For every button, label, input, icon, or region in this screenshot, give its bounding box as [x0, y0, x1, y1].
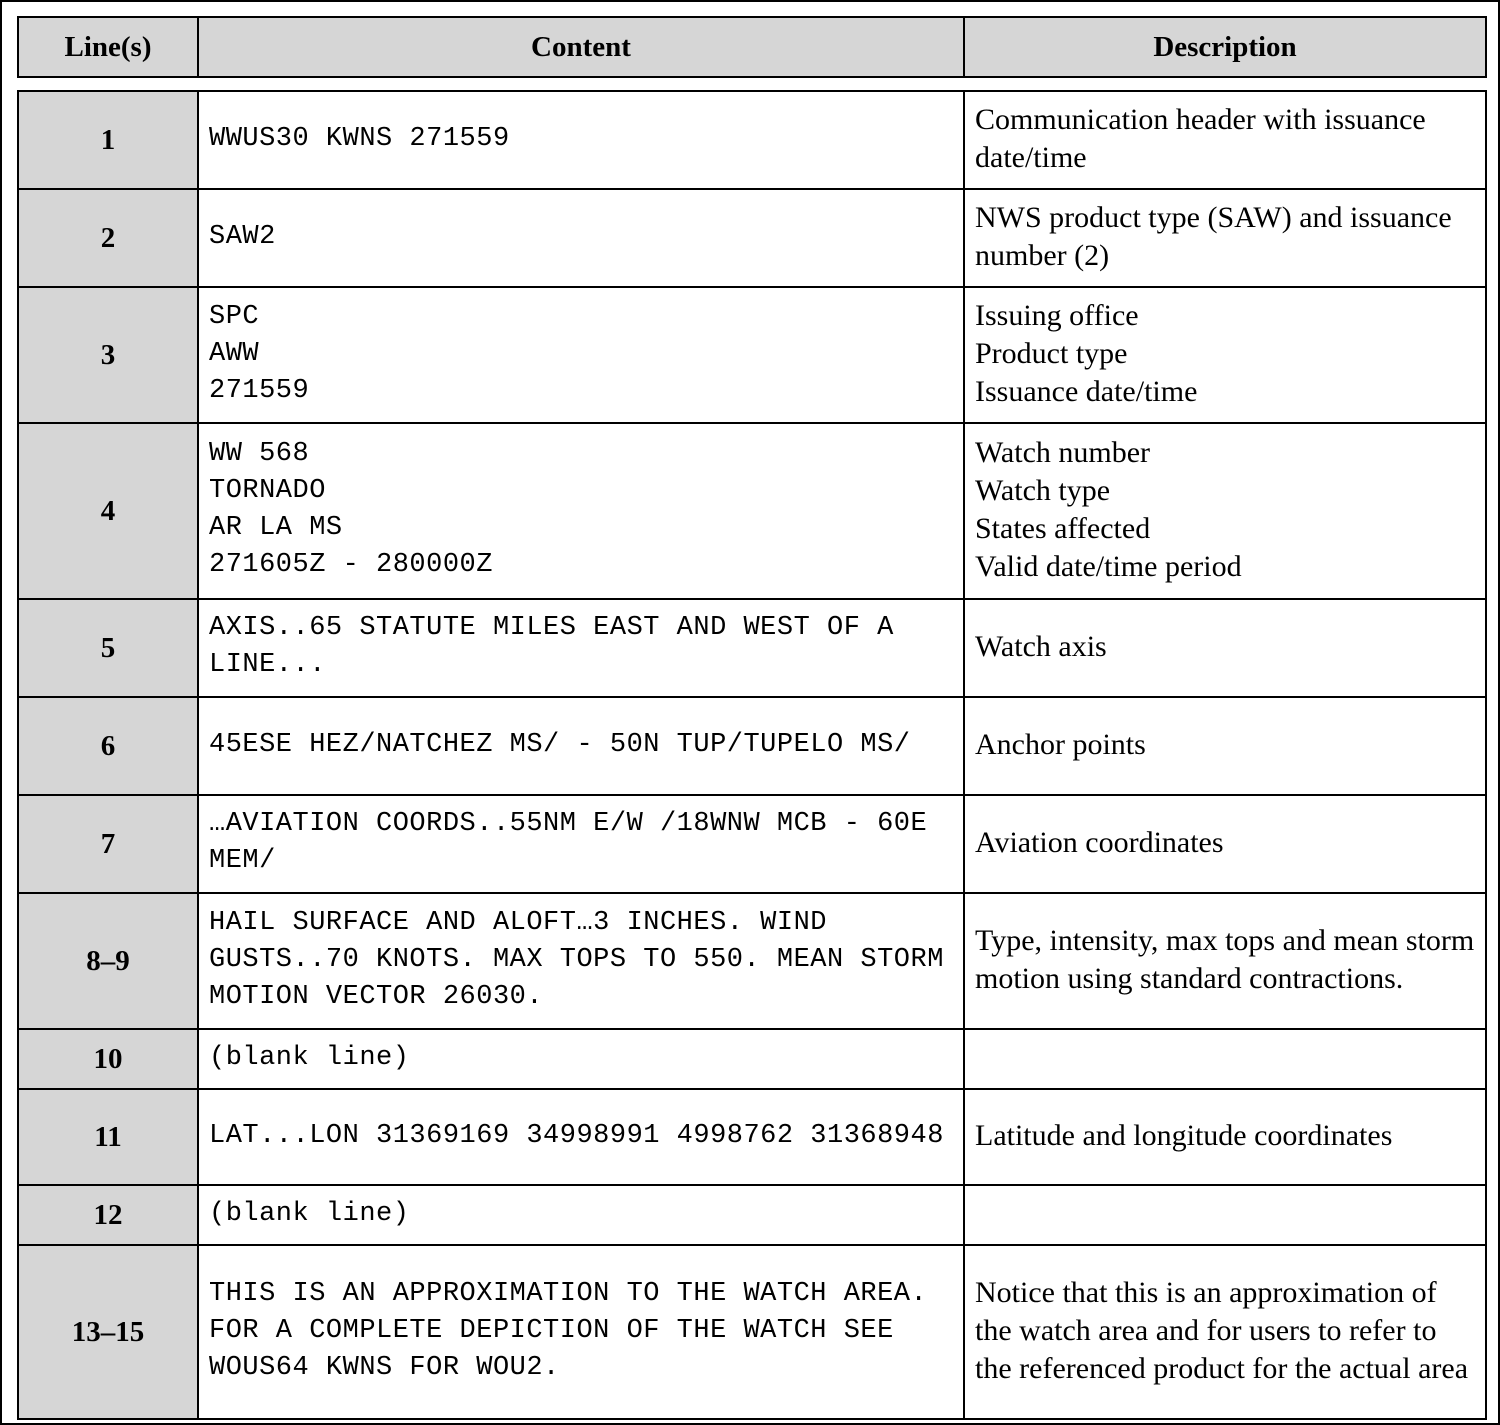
- table-header: [17, 16, 1487, 78]
- description-line: Communication header with issuance date/time: [975, 103, 1434, 174]
- table-body: [18, 91, 1486, 1419]
- content-line: AXIS..65 STATUTE MILES EAST AND WEST OF A LINE...: [209, 613, 911, 680]
- description-line: Aviation coordinates: [975, 826, 1224, 859]
- content-cell: [198, 189, 964, 287]
- line-number-cell: 4: [18, 423, 198, 599]
- description-line: Notice that this is an approximation of the watch area and for users to refer to the referenced product for the actual area: [975, 1276, 1469, 1385]
- line-number-cell: 3: [18, 287, 198, 423]
- description-cell: [964, 91, 1486, 189]
- description-line: Issuing office: [975, 299, 1139, 332]
- content-line: 271605Z - 280000Z: [209, 550, 493, 580]
- description-cell: [964, 893, 1486, 1029]
- table-row: [18, 91, 1486, 189]
- content-line: AR LA MS: [209, 513, 343, 543]
- line-number-cell: 13–15: [18, 1245, 198, 1419]
- table-row: [18, 1089, 1486, 1185]
- description-line: Watch number: [975, 436, 1151, 469]
- description-line: Latitude and longitude coordinates: [975, 1119, 1393, 1152]
- content-cell: [198, 1245, 964, 1419]
- header-lines: Line(s): [18, 17, 198, 77]
- description-cell: [964, 697, 1486, 795]
- content-line: SAW2: [209, 221, 276, 252]
- description-line: Product type: [975, 337, 1128, 370]
- table-row: [18, 795, 1486, 893]
- description-cell: [964, 1029, 1486, 1089]
- description-line: Valid date/time period: [975, 550, 1242, 583]
- line-number-cell: 12: [18, 1185, 198, 1245]
- table-row: [18, 697, 1486, 795]
- content-line: SPC: [209, 301, 260, 332]
- content-cell: [198, 423, 964, 599]
- table-row: [18, 189, 1486, 287]
- table-row: [18, 1245, 1486, 1419]
- content-line: WW 568: [209, 439, 310, 469]
- content-line: LAT...LON 31369169 34998991 4998762 31368948: [209, 1120, 944, 1151]
- content-cell: [198, 1089, 964, 1185]
- description-cell: [964, 287, 1486, 423]
- description-line: Anchor points: [975, 728, 1146, 761]
- header-content: Content: [198, 17, 964, 77]
- content-line: 45ESE HEZ/NATCHEZ MS/ - 50N TUP/TUPELO MS/: [209, 729, 911, 760]
- table-row: [18, 1185, 1486, 1245]
- description-line: States affected: [975, 512, 1151, 545]
- description-line: NWS product type (SAW) and issuance number (2): [975, 201, 1460, 272]
- table-row: [18, 599, 1486, 697]
- description-cell: [964, 795, 1486, 893]
- content-cell: [198, 697, 964, 795]
- table-row: [18, 1029, 1486, 1089]
- line-number-cell: 6: [18, 697, 198, 795]
- line-number-cell: 5: [18, 599, 198, 697]
- description-cell: [964, 423, 1486, 599]
- line-number-cell: 8–9: [18, 893, 198, 1029]
- description-cell: [964, 599, 1486, 697]
- description-cell: [964, 189, 1486, 287]
- description-cell: [964, 1089, 1486, 1185]
- header-row: [18, 17, 1486, 77]
- description-line: Type, intensity, max tops and mean storm motion using standard contractions.: [975, 924, 1482, 995]
- table-row: [18, 893, 1486, 1029]
- content-cell: [198, 91, 964, 189]
- content-line: 271559: [209, 375, 310, 406]
- line-number-cell: 1: [18, 91, 198, 189]
- content-line: HAIL SURFACE AND ALOFT…3 INCHES. WIND GUSTS..70 KNOTS. MAX TOPS TO 550. MEAN STORM MOTION VECTOR 26030.: [209, 907, 961, 1012]
- content-line: TORNADO: [209, 476, 326, 506]
- line-number-cell: 7: [18, 795, 198, 893]
- description-cell: [964, 1245, 1486, 1419]
- content-line: …AVIATION COORDS..55NM E/W /18WNW MCB - 60E MEM/: [209, 809, 944, 876]
- description-cell: [964, 1185, 1486, 1245]
- line-number-cell: 2: [18, 189, 198, 287]
- saw-table: [17, 90, 1487, 1420]
- header-description: Description: [964, 17, 1486, 77]
- line-number-cell: 10: [18, 1029, 198, 1089]
- content-line: AWW: [209, 338, 260, 369]
- content-cell: [198, 1185, 964, 1245]
- content-line: (blank line): [209, 1198, 410, 1229]
- content-cell: [198, 599, 964, 697]
- content-cell: [198, 1029, 964, 1089]
- content-line: WWUS30 KWNS 271559: [209, 123, 510, 154]
- content-cell: [198, 287, 964, 423]
- description-line: Watch axis: [975, 630, 1107, 663]
- content-line: THIS IS AN APPROXIMATION TO THE WATCH AREA. FOR A COMPLETE DEPICTION OF THE WATCH SEE WOUS64 KWNS FOR WOU2.: [209, 1278, 944, 1383]
- content-line: (blank line): [209, 1042, 410, 1073]
- content-cell: [198, 795, 964, 893]
- content-cell: [198, 893, 964, 1029]
- table-row: [18, 423, 1486, 599]
- line-number-cell: 11: [18, 1089, 198, 1185]
- description-line: Watch type: [975, 474, 1111, 507]
- table-row: [18, 287, 1486, 423]
- description-line: Issuance date/time: [975, 375, 1198, 408]
